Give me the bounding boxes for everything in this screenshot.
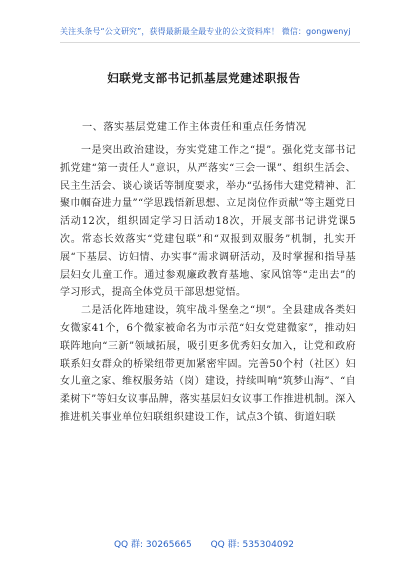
footer-qq-group-2: QQ 群: 535304092 — [210, 540, 295, 550]
paragraph: 二是活化阵地建设，筑牢战斗堡垒之“坝”。全县建成各类妇女微家41个，6个微家被命名为市示范“妇女党建微家”，推动妇联阵地向“三新”领域拓展，吸引更多优秀妇女加入，让党和政府联系妇女群众的桥梁纽带更加紧密牢固。完善50个村（社区）妇女儿童之家、维权服务站（岗）建设，持续叫响“筑梦山海”、“自柔树下”等妇女议事品牌，落实基层妇女议事工作推进机制。深入推进机关事业单位妇联组织建设工作，试点3个镇、街道妇联 — [60, 305, 356, 423]
paragraph: 一是突出政治建设，夯实党建工作之“提”。强化党支部书记抓党建“第一责任人”意识，从严落实“三会一课”、组织生活会、民主生活会、谈心谈话等制度要求，举办“弘扬伟大建党精神、汇聚巾帼奋进力量”“学思践悟新思想、立足岗位作贡献”等主题党日活动12次，组织固定学习日活动18次，开展支部书记讲党课5次。常态长效落实“党建包联”和“双报到双服务”机制，扎实开展“下基层、访妇情、办实事”需求调研活动，及时掌握和指导基层妇女儿童工作。通过参观廉政教育基地、家风馆等“走出去”的学习形式，提高全体党员干部思想觉悟。 — [60, 145, 356, 299]
footer — [0, 537, 408, 550]
document-body — [60, 142, 356, 427]
header-divider — [60, 42, 360, 43]
document-title: 妇联党支部书记抓基层党建述职报告 — [107, 71, 301, 85]
footer-qq-group-1: QQ 群: 30265665 — [113, 540, 192, 550]
header-promo-text: 关注头条号“公文研究”，获得最新最全最专业的公文资料库！ 微信：gongwenyj — [60, 27, 351, 36]
section-heading: 一、落实基层党建工作主体责任和重点任务情况 — [82, 122, 307, 133]
